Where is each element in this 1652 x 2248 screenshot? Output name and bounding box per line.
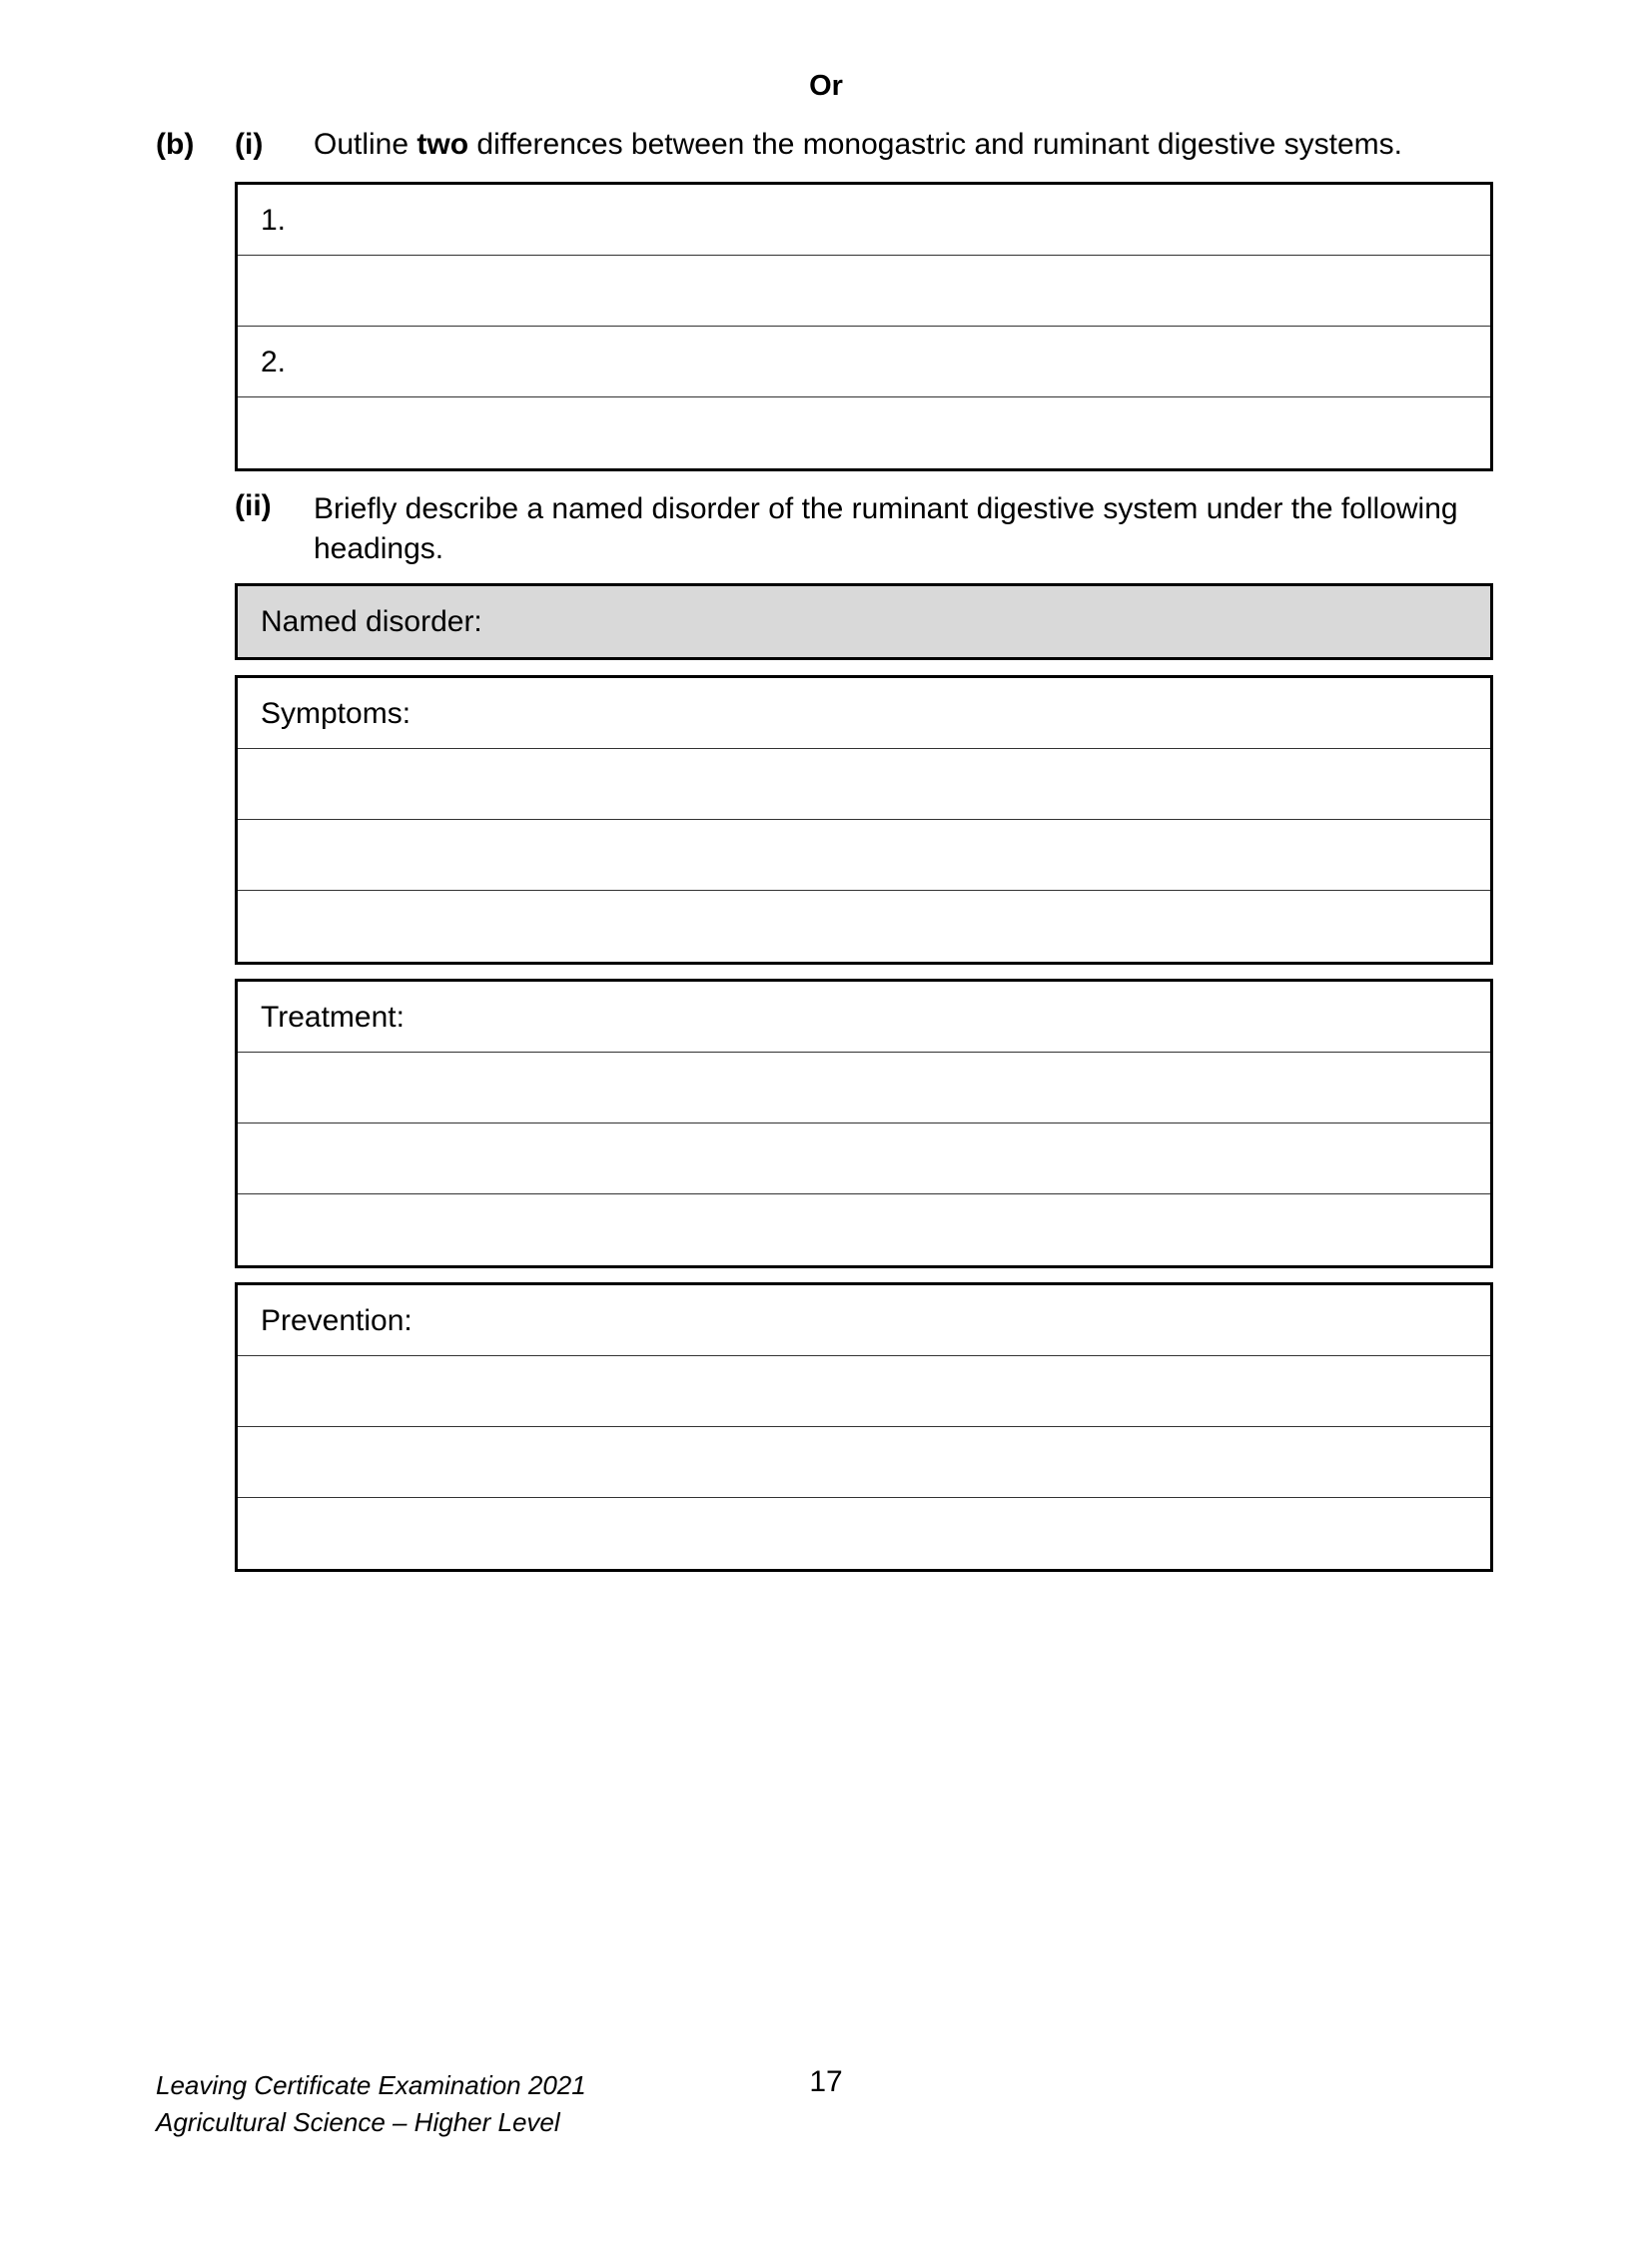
treatment-label-row[interactable]: Treatment: xyxy=(238,982,1490,1053)
subquestion-i-label: (i) xyxy=(235,128,264,161)
prevention-line[interactable] xyxy=(238,1427,1490,1498)
answer-line-1-continued[interactable] xyxy=(238,256,1490,327)
treatment-line[interactable] xyxy=(238,1053,1490,1124)
named-disorder-box xyxy=(235,583,1493,660)
symptoms-line[interactable] xyxy=(238,749,1490,820)
prevention-line[interactable] xyxy=(238,1498,1490,1569)
subquestion-i-text xyxy=(314,128,1492,162)
treatment-line[interactable] xyxy=(238,1124,1490,1194)
or-heading: Or xyxy=(809,70,843,102)
symptoms-line[interactable] xyxy=(238,891,1490,962)
subquestion-i-text-after: differences between the monogastric and ruminant digestive systems. xyxy=(468,128,1402,161)
footer-exam-title: Leaving Certificate Examination 2021 xyxy=(156,2070,586,2100)
subquestion-i-text-before: Outline xyxy=(314,128,417,161)
symptoms-line[interactable] xyxy=(238,820,1490,891)
named-disorder-field[interactable]: Named disorder: xyxy=(261,605,482,638)
symptoms-box xyxy=(235,675,1493,965)
answer-line-2-continued[interactable] xyxy=(238,397,1490,468)
treatment-box xyxy=(235,979,1493,1268)
symptoms-label-row[interactable]: Symptoms: xyxy=(238,678,1490,749)
prevention-box xyxy=(235,1282,1493,1572)
page-number: 17 xyxy=(809,2065,843,2098)
differences-answer-box xyxy=(235,182,1493,471)
prevention-line[interactable] xyxy=(238,1356,1490,1427)
treatment-line[interactable] xyxy=(238,1194,1490,1265)
subquestion-ii-label: (ii) xyxy=(235,489,272,522)
answer-line-1[interactable]: 1. xyxy=(238,185,1490,256)
subquestion-ii-text: Briefly describe a named disorder of the ruminant digestive system under the following headings. xyxy=(314,492,1458,565)
subquestion-i-text-bold: two xyxy=(416,128,469,161)
answer-line-2[interactable]: 2. xyxy=(238,327,1490,397)
prevention-label-row[interactable]: Prevention: xyxy=(238,1285,1490,1356)
footer-subject-level: Agricultural Science – Higher Level xyxy=(156,2107,560,2137)
question-part-label: (b) xyxy=(156,128,195,161)
